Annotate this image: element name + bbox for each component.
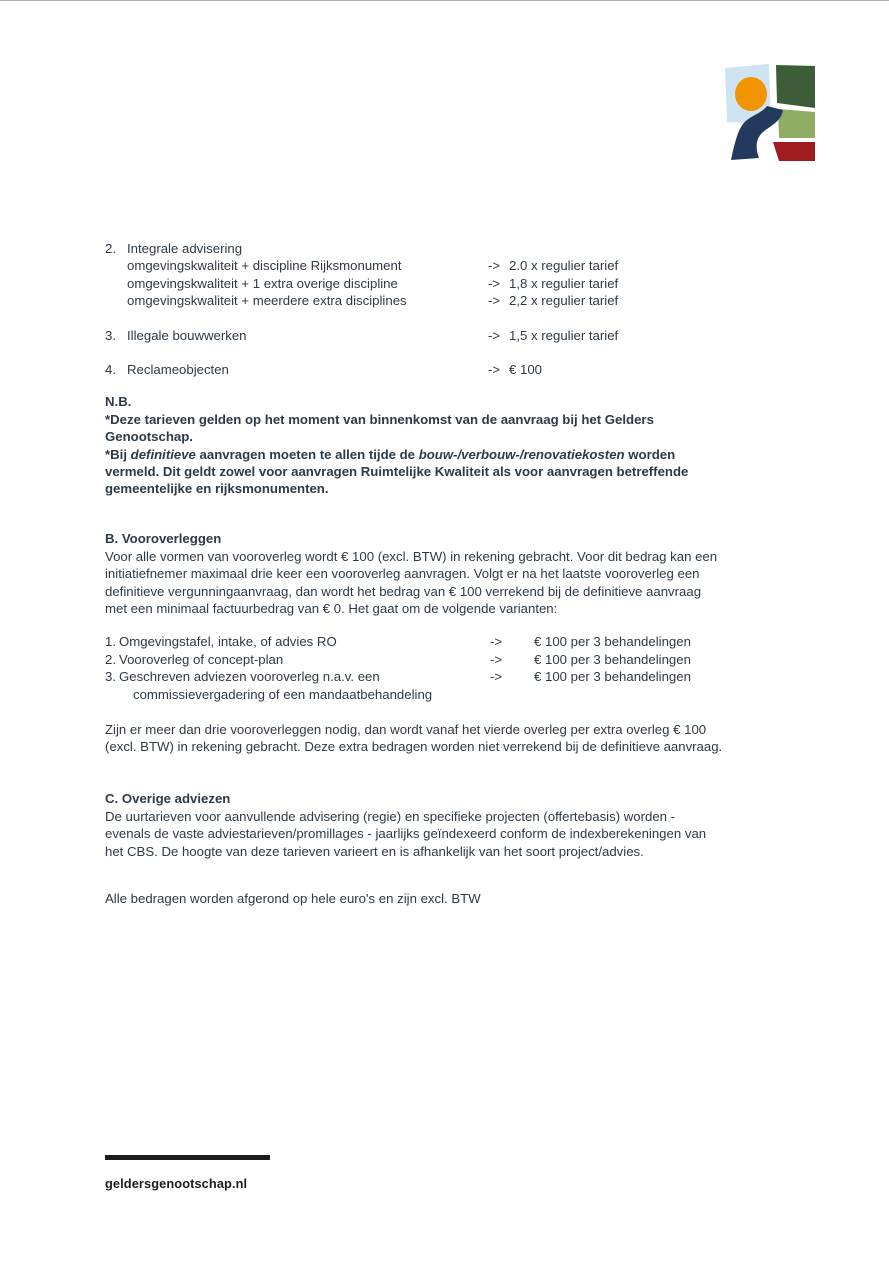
- closing-note: Alle bedragen worden afgerond op hele euro's en zijn excl. BTW: [105, 891, 481, 906]
- tariff-item-4: [105, 361, 765, 378]
- section-b-outro: Zijn er meer dan drie vooroverleggen nodig, dan wordt vanaf het vierde overleg per extra overleg € 100 (excl. BTW) in rekening gebracht. Deze extra bedragen worden niet verrekend bij de definitieve aanvraag.: [105, 721, 723, 755]
- tariff-subrow-label: omgevingskwaliteit + meerdere extra disciplines: [127, 293, 407, 309]
- arrow-glyph: ->: [488, 293, 501, 309]
- variant-label-continuation: commissievergadering of een mandaatbehandeling: [133, 686, 433, 702]
- variant-label: Omgevingstafel, intake, of advies RO: [119, 634, 337, 650]
- tariff-subrow-label: omgevingskwaliteit + 1 extra overige discipline: [127, 275, 398, 291]
- spacer: [105, 378, 765, 393]
- variant-value: € 100 per 3 behandelingen: [534, 634, 691, 650]
- nb-heading: N.B.: [105, 394, 132, 410]
- section-c-body: De uurtarieven voor aanvullende advisering (regie) en specifieke projecten (offertebasis) worden - evenals de vaste adviestarieven/promillages - jaarlijks geïndexeerd conform de indexberekeningen van het CBS. De hoogte van deze tarieven varieert en is afhankelijk van het soort project/advies.: [105, 808, 707, 859]
- tariff-value: 1,5 x regulier tarief: [509, 327, 619, 343]
- arrow-glyph: ->: [488, 275, 501, 291]
- nb-line-2-part3: worden vermeld. Dit geldt zowel voor aanvragen Ruimtelijke Kwaliteit als voor aanvragen betreffende gemeentelijke en rijksmonumenten.: [105, 446, 689, 497]
- tariff-subrow: [105, 275, 765, 292]
- arrow-glyph: ->: [490, 651, 503, 667]
- variant-number: 2.: [105, 651, 116, 667]
- variant-value: € 100 per 3 behandelingen: [534, 651, 691, 667]
- variant-label: Geschreven adviezen vooroverleg n.a.v. een: [119, 669, 380, 685]
- variant-row-continuation: [105, 686, 765, 703]
- nb-line-1: *Deze tarieven gelden op het moment van binnenkomst van de aanvraag bij het Gelders Genootschap.: [105, 411, 654, 445]
- spacer: [105, 860, 765, 890]
- spacer: [105, 703, 765, 721]
- nb-italic-definitieve: definitieve: [130, 446, 196, 462]
- nb-line-2: [105, 446, 725, 498]
- nb-italic-kosten: bouw-/verbouw-/renovatiekosten: [418, 446, 625, 462]
- nb-line-2-part2: aanvragen moeten te allen tijde de: [195, 446, 419, 462]
- footer-website-url: geldersgenootschap.nl: [105, 1176, 248, 1191]
- variant-value: € 100 per 3 behandelingen: [534, 669, 691, 685]
- tariff-subrow: [105, 257, 765, 274]
- tariff-title: Integrale advisering: [127, 241, 243, 256]
- tariff-number: 3.: [105, 327, 116, 343]
- tariff-number: 2.: [105, 241, 116, 256]
- tariff-item-3: [105, 327, 765, 344]
- arrow-glyph: ->: [488, 258, 501, 274]
- gelders-genootschap-logo: [721, 62, 817, 164]
- page-footer: [105, 1155, 405, 1191]
- variant-row: [105, 633, 765, 650]
- arrow-glyph: ->: [490, 669, 503, 685]
- tariff-number: 4.: [105, 361, 116, 377]
- nb-block: [105, 393, 765, 497]
- section-c: [105, 790, 765, 860]
- tariff-subrow-value: 2.0 x regulier tarief: [509, 258, 619, 274]
- tariff-title: Illegale bouwwerken: [127, 327, 247, 343]
- arrow-glyph: ->: [488, 327, 501, 343]
- tariff-subrow-label: omgevingskwaliteit + discipline Rijksmonument: [127, 258, 402, 274]
- tariff-row: [105, 240, 765, 257]
- spacer: [105, 310, 765, 327]
- tariff-item-2: [105, 240, 765, 310]
- document-body: [105, 240, 765, 907]
- arrow-glyph: ->: [490, 634, 503, 650]
- spacer: [105, 498, 765, 530]
- variant-number: 1.: [105, 634, 116, 650]
- section-c-heading: C. Overige adviezen: [105, 790, 231, 806]
- page-top-rule: [0, 0, 889, 1]
- footer-rule: [105, 1155, 270, 1160]
- variant-label: Vooroverleg of concept-plan: [119, 651, 284, 667]
- section-b-heading: B. Vooroverleggen: [105, 530, 222, 546]
- tariff-title: Reclameobjecten: [127, 361, 229, 377]
- tariff-subrow-value: 1,8 x regulier tarief: [509, 275, 619, 291]
- spacer: [105, 344, 765, 361]
- nb-line-2-part1: *Bij: [105, 446, 131, 462]
- tariff-subrow-value: 2,2 x regulier tarief: [509, 293, 619, 309]
- variant-number: 3.: [105, 669, 116, 685]
- spacer: [105, 617, 765, 633]
- tariff-value: € 100: [509, 361, 543, 377]
- section-b: [105, 530, 765, 756]
- variant-row: [105, 668, 765, 685]
- arrow-glyph: ->: [488, 361, 501, 377]
- tariff-subrow: [105, 292, 765, 309]
- section-b-intro: Voor alle vormen van vooroverleg wordt € 100 (excl. BTW) in rekening gebracht. Voor dit bedrag kan een initiatiefnemer maximaal drie keer een vooroverleg aanvragen. Volgt er na het laatste vooroverleg een definitieve vergunningaanvraag, dan wordt het bedrag van € 100 verrekend bij de definitieve aanvraag met een minimaal factuurbedrag van € 0. Het gaat om de volgende varianten:: [105, 548, 718, 616]
- spacer: [105, 756, 765, 790]
- variant-row: [105, 651, 765, 668]
